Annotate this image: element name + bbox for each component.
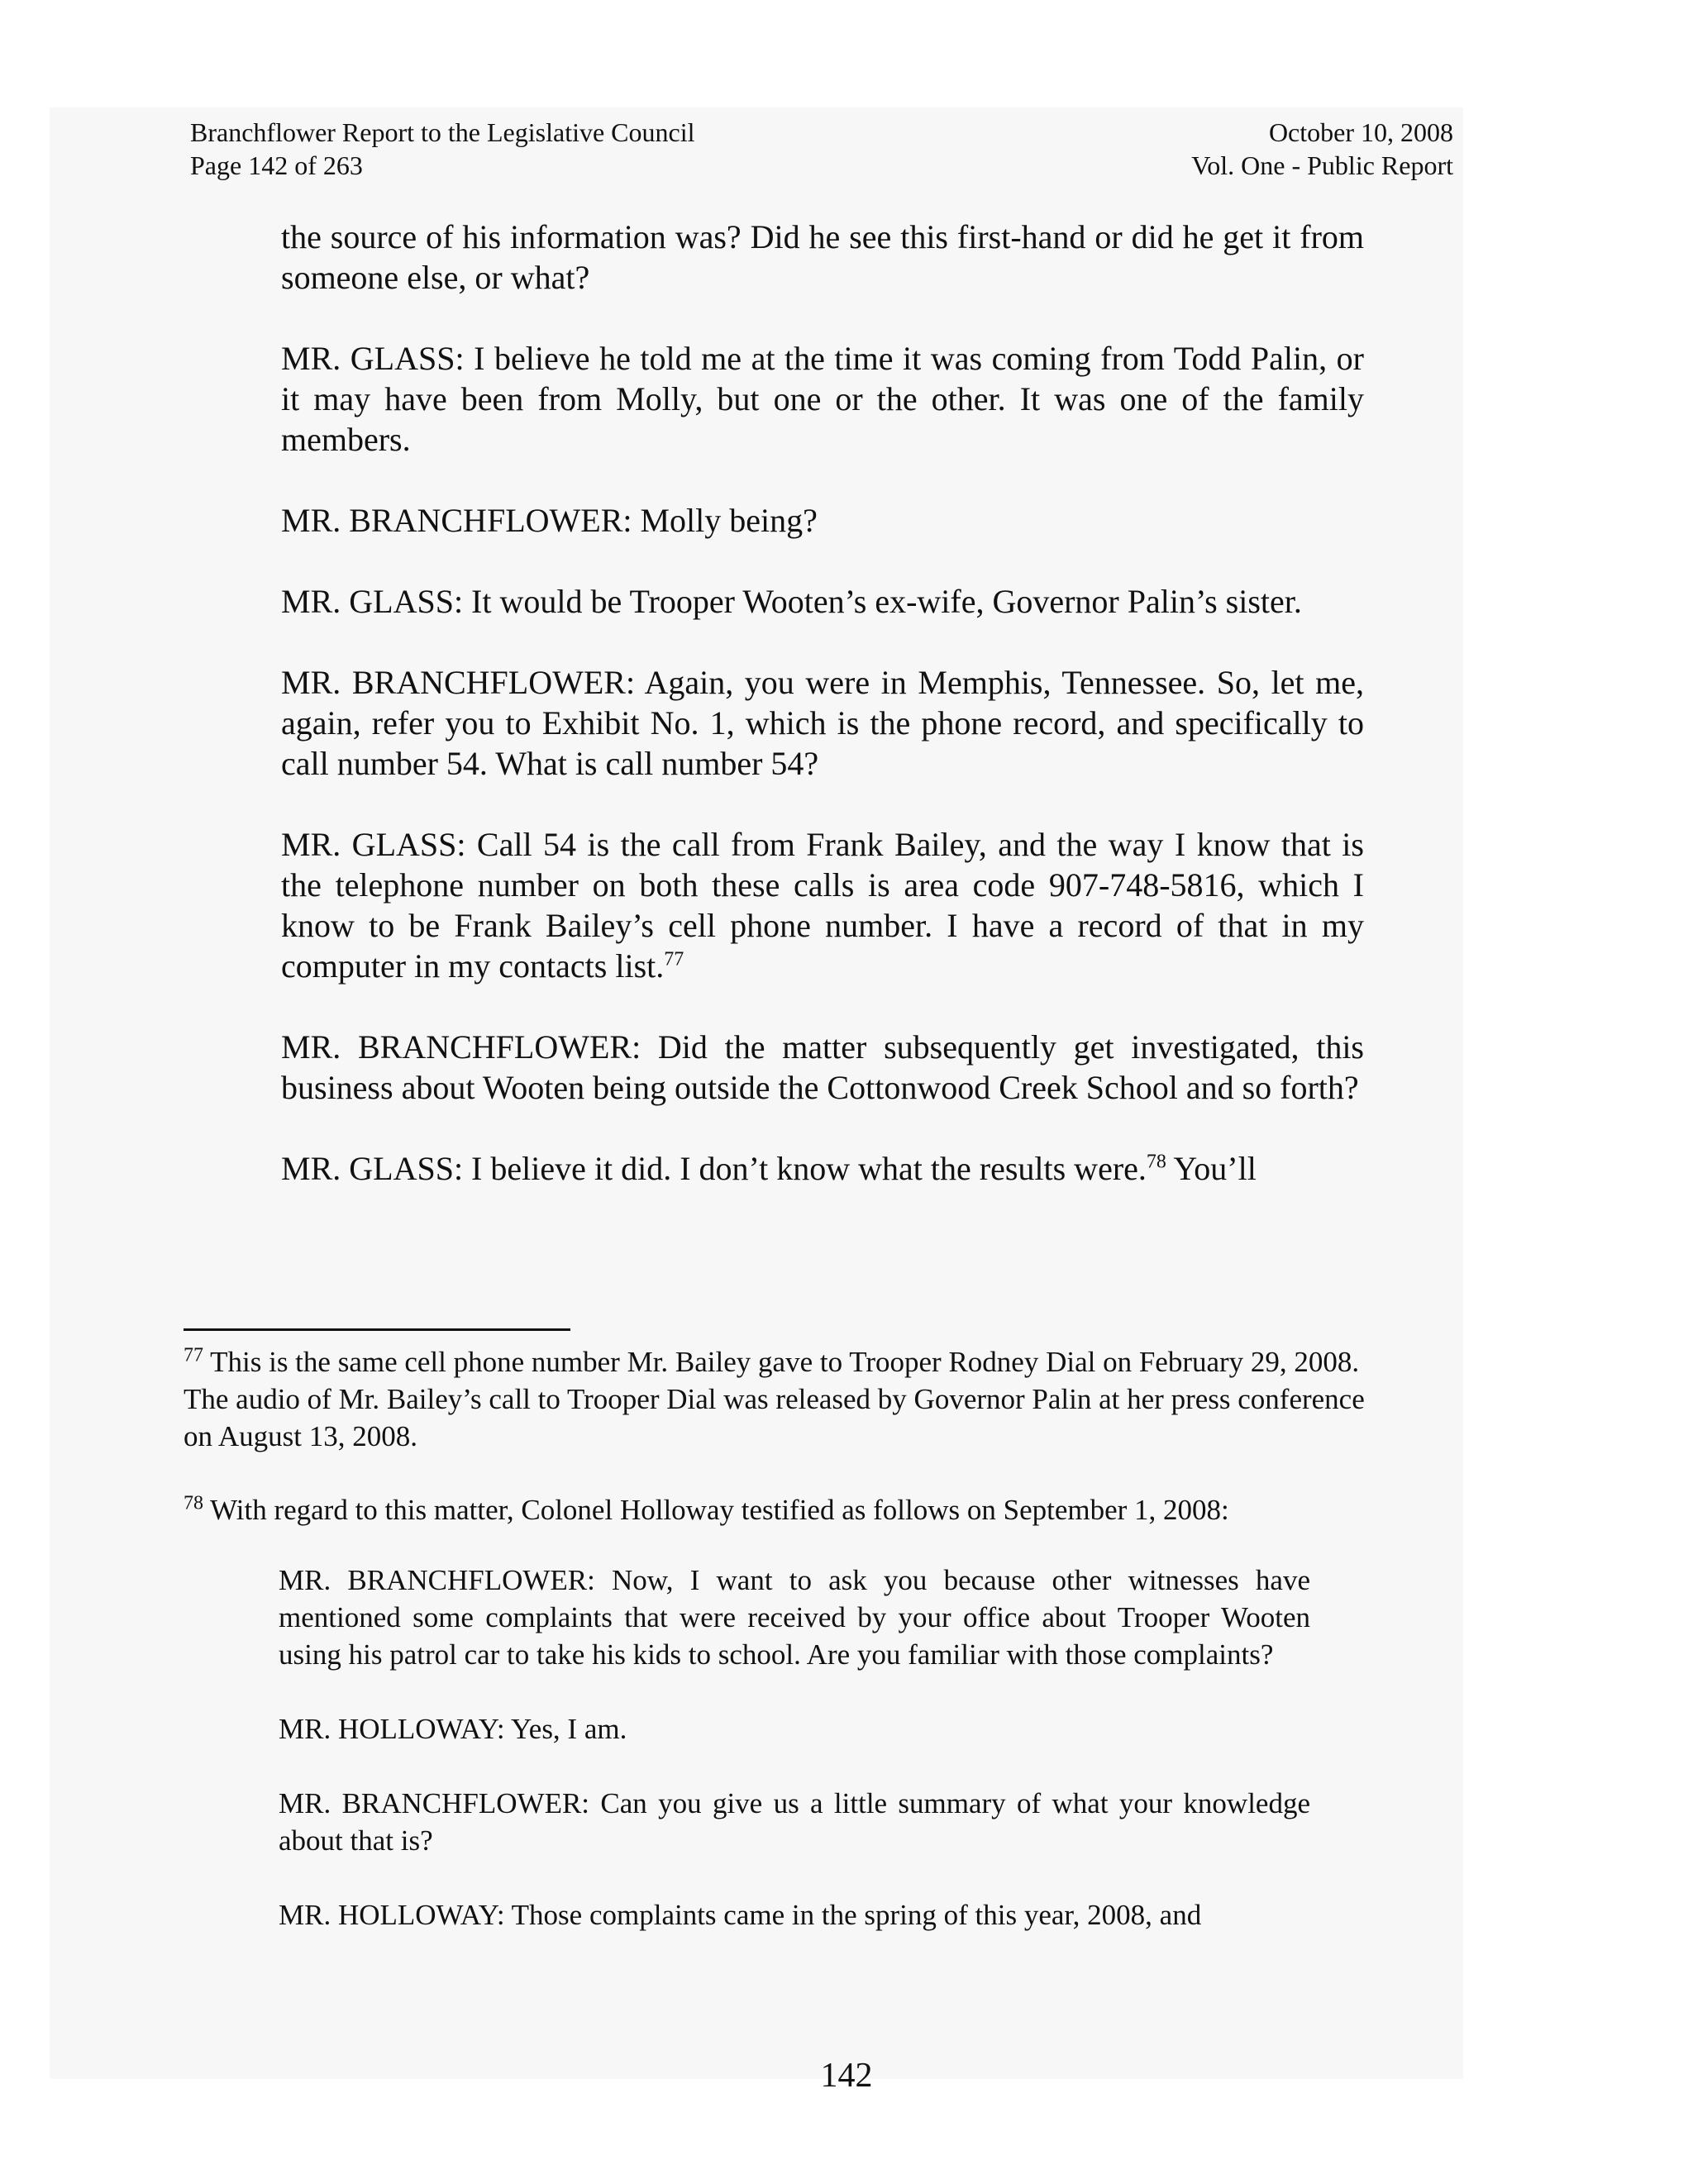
footnote-text: With regard to this matter, Colonel Holloway testified as follows on September 1, 2008:: [203, 1494, 1229, 1526]
body-text: [281, 217, 1364, 1189]
quote-paragraph: MR. BRANCHFLOWER: Can you give us a little summary of what your knowledge about that is?: [279, 1787, 1310, 1857]
testimony-quote: [279, 1562, 1310, 1934]
report-title: Branchflower Report to the Legislative Council: [190, 117, 695, 147]
paragraph: the source of his information was? Did he see this first-hand or did he get it from someone else, or what?: [281, 218, 1364, 296]
paragraph: MR. BRANCHFLOWER: Again, you were in Memphis, Tennessee. So, let me, again, refer you to Exhibit No. 1, which is the phone record, and specifically to call number 54. What is call number 54?: [281, 664, 1364, 782]
footnote-mark: 77: [184, 1344, 203, 1366]
footnote-text: This is the same cell phone number Mr. Bailey gave to Trooper Rodney Dial on February 29, 2008. The audio of Mr. Bailey’s call to Trooper Dial was released by Governor Palin at her press conference on August 13, 2008.: [184, 1346, 1365, 1452]
paragraph: MR. GLASS: It would be Trooper Wooten’s ex-wife, Governor Palin’s sister.: [281, 583, 1302, 620]
report-volume: Vol. One - Public Report: [1191, 150, 1453, 180]
quote-paragraph: MR. BRANCHFLOWER: Now, I want to ask you because other witnesses have mentioned some complaints that were received by your office about Trooper Wooten using his patrol car to take his kids to school. Are you familiar with those complaints?: [279, 1564, 1310, 1671]
paragraph-with-footnote-78: [281, 1148, 1364, 1189]
report-date: October 10, 2008: [1268, 117, 1453, 147]
paragraph-with-footnote-77: [281, 824, 1364, 986]
paragraph: MR. BRANCHFLOWER: Did the matter subsequently get investigated, this business about Wooten being outside the Cottonwood Creek School and so forth?: [281, 1028, 1364, 1106]
quote-paragraph: MR. HOLLOWAY: Those complaints came in the spring of this year, 2008, and: [279, 1899, 1202, 1931]
footnote-mark: 78: [184, 1492, 203, 1514]
page-count: Page 142 of 263: [190, 150, 363, 180]
page-number: 142: [820, 2057, 873, 2095]
page-header-right: [1191, 116, 1453, 182]
footnotes: [184, 1343, 1400, 1934]
footnote-ref-77[interactable]: 77: [664, 948, 684, 970]
paragraph-text: MR. GLASS: I believe it did. I don’t know what the results were.: [281, 1150, 1147, 1187]
paragraph-text-continued: You’ll: [1166, 1150, 1257, 1187]
footnote-separator: [184, 1328, 570, 1331]
paragraph: MR. GLASS: I believe he told me at the time it was coming from Todd Palin, or it may have been from Molly, but one or the other. It was one of the family members.: [281, 340, 1364, 458]
footnote-ref-78[interactable]: 78: [1146, 1151, 1166, 1173]
paragraph: MR. BRANCHFLOWER: Molly being?: [281, 502, 818, 539]
paragraph-text: MR. GLASS: Call 54 is the call from Frank Bailey, and the way I know that is the telephone number on both these calls is area code 907-748-5816, which I know to be Frank Bailey’s cell phone number. I have a record of that in my computer in my contacts list.: [281, 826, 1364, 985]
footnote-77: [184, 1343, 1400, 1455]
page-header-left: [190, 116, 695, 182]
quote-paragraph: MR. HOLLOWAY: Yes, I am.: [279, 1713, 627, 1745]
footnote-78: [184, 1491, 1400, 1528]
